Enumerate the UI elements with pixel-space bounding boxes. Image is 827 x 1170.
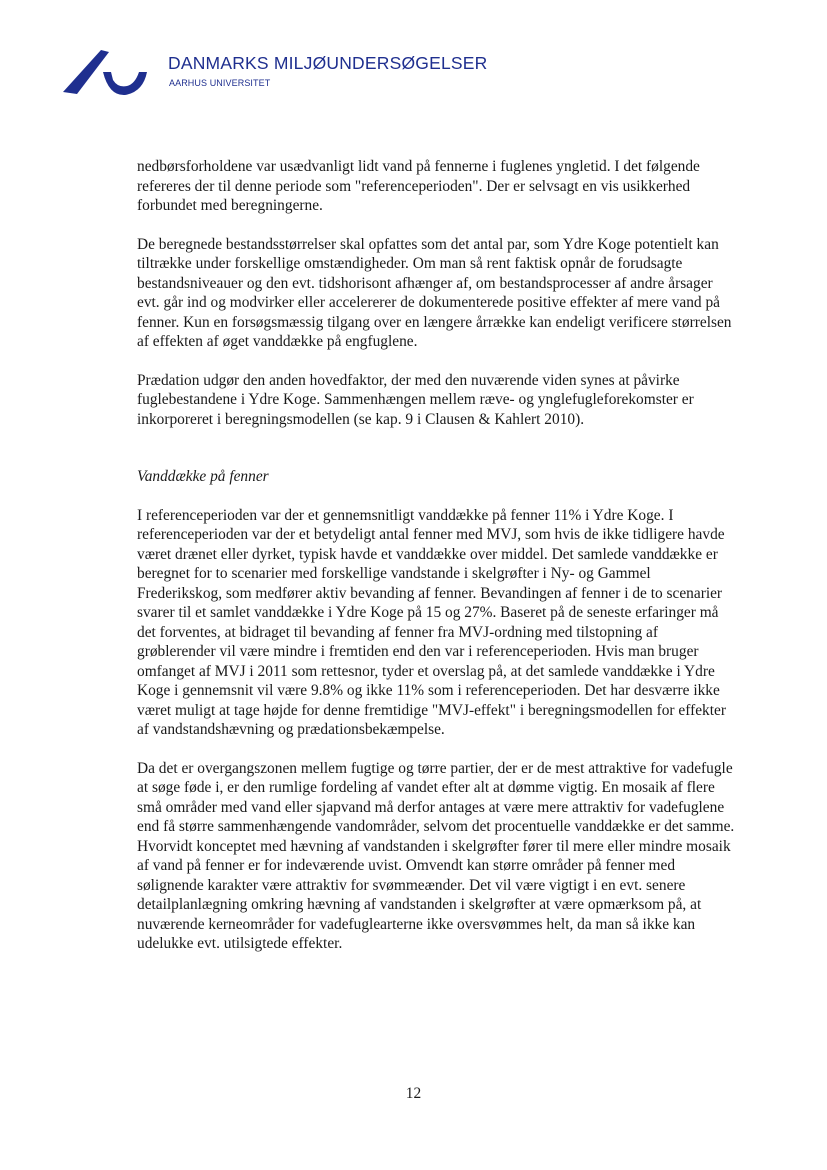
university-name: AARHUS UNIVERSITET — [169, 78, 271, 88]
paragraph: De beregnede bestandsstørrelser skal opfattes som det antal par, som Ydre Koge potentielt kan tiltrække under forskellige omstændigheder. Om man så rent faktisk opnår de forudsagte bestandsniveauer og den evt. tidshorisont afhænger af, om bestandsprocesser af andre årsager evt. går ind og modvirker eller accelererer de dokumenterede positive effekter af mere vand på fenner. Kun en forsøgsmæssig tilgang over en længere årrække kan endeligt verificere størrelsen af effekten af øget vanddække på engfuglene. — [137, 235, 732, 350]
paragraph: Prædation udgør den anden hovedfaktor, der med den nuværende viden synes at påvirke fuglebestandene i Ydre Koge. Sammenhængen mellem ræve- og ynglefugleforekomster er inkorporeret i beregningsmodellen (se kap. 9 i Clausen & Kahlert 2010). — [137, 371, 694, 428]
organization-name: DANMARKS MILJØUNDERSØGELSER — [168, 53, 488, 73]
document-body — [137, 157, 737, 954]
section-heading: Vanddække på fenner — [137, 468, 269, 485]
page-number: 12 — [405, 1085, 422, 1102]
paragraph: I referenceperioden var der et gennemsnitligt vanddække på fenner 11% i Ydre Koge. I referenceperioden var der et betydeligt antal fenner med MVJ, som hvis de ikke tidligere havde været drænet eller dyrket, typisk havde et vanddække over middel. Det samlede vanddække er beregnet for to scenarier med forskellige vandstande i skelgrøfter i Ny- og Gammel Frederikskog, som medfører aktiv bevanding af fenner. Bevandingen af fenner i de to scenarier svarer til et samlet vanddække i Ydre Koge på 15 og 27%. Baseret på de seneste erfaringer må det forventes, at bidraget til bevanding af fenner fra MVJ-ordning med tilstopning af grøblerender vil være mindre i fremtiden end den var i referenceperioden. Hvis man bruger omfanget af MVJ i 2011 som rettesnor, tyder et overslag på, at det samlede vanddække i Ydre Koge i gennemsnit vil være 9.8% og ikke 11% som i referenceperioden. Det har desværre ikke været muligt at tage højde for denne fremtidige "MVJ-effekt" i beregningsmodellen for effekter af vandstandshævning og prædationsbekæmpelse. — [137, 506, 726, 738]
au-logo-icon — [63, 46, 153, 98]
page-header — [63, 46, 563, 106]
paragraph: Da det er overgangszonen mellem fugtige og tørre partier, der er de mest attraktive for vadefugle at søge føde i, er den rumlige fordeling af vandet efter alt at dømme vigtig. En mosaik af flere små områder med vand eller sjapvand må derfor antages at være mere attraktiv for vadefuglene end få større sammenhængende vandområder, selvom det procentuelle vanddække er det samme. Hvorvidt konceptet med hævning af vandstanden i skelgrøfter fører til mere eller mindre mosaik af vand på fenner er for indeværende uvist. Omvendt kan større områder på fenner med sølignende karakter være attraktiv for svømmeænder. Det vil være vigtigt i en evt. senere detailplanlægning omkring hævning af vandstanden i skelgrøfter at være opmærksom på, at nuværende kerneområder for vadefuglearterne ikke oversvømmes helt, da man så ikke kan udelukke evt. utilsigtede effekter. — [137, 759, 735, 952]
paragraph: nedbørsforholdene var usædvanligt lidt vand på fennerne i fuglenes yngletid. I det følgende refereres der til denne periode som "referenceperioden". Der er selvsagt en vis usikkerhed forbundet med beregningerne. — [137, 158, 700, 214]
